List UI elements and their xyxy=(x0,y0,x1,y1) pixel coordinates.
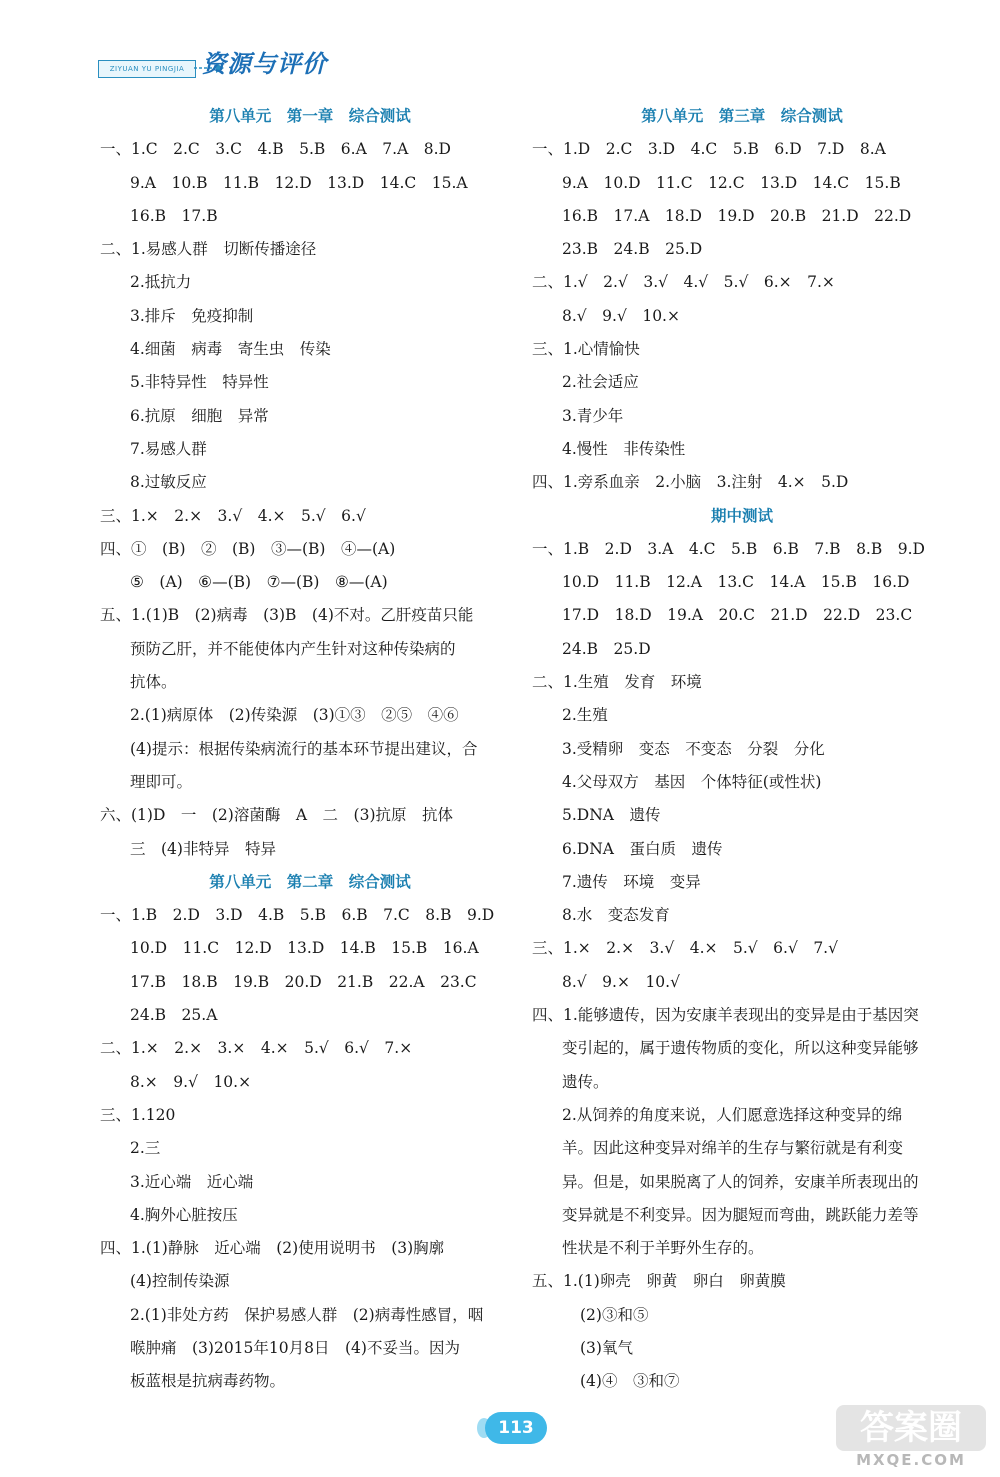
answer-line: 8.过敏反应 xyxy=(130,473,207,492)
answer-line: 4.父母双方 基因 个体特征(或性状) xyxy=(562,772,822,791)
answer-line: 3.受精卵 变态 不变态 分裂 分化 xyxy=(562,739,825,758)
answer-line: 2.三 xyxy=(130,1139,161,1158)
answer-line: 喉肿痛 (3)2015年10月8日 (4)不妥当。因为 xyxy=(130,1338,460,1357)
answer-line: 一、1.B 2.D 3.D 4.B 5.B 6.B 7.C 8.B 9.D xyxy=(100,906,495,925)
answer-line: 板蓝根是抗病毒药物。 xyxy=(130,1372,286,1391)
answer-line: 五、1.(1)卵壳 卵黄 卵白 卵黄膜 xyxy=(532,1272,786,1291)
answer-line: 3.排斥 免疫抑制 xyxy=(130,306,254,325)
answer-line: 5.DNA 遗传 xyxy=(562,806,661,825)
section-heading: 第八单元 第一章 综合测试 xyxy=(209,107,411,125)
answer-line: 10.D 11.B 12.A 13.C 14.A 15.B 16.D xyxy=(562,573,910,592)
answer-line: 9.A 10.D 11.C 12.C 13.D 14.C 15.B xyxy=(562,173,901,192)
answer-line: 6.抗原 细胞 异常 xyxy=(130,406,269,425)
answer-line: 2.从饲养的角度来说，人们愿意选择这种变异的绵 xyxy=(562,1105,903,1124)
answer-line: (4)④ ③和⑦ xyxy=(580,1372,680,1391)
answer-line: 预防乙肝，并不能使体内产生针对这种传染病的 xyxy=(130,639,456,658)
answer-line: 三、1.× 2.× 3.√ 4.× 5.√ 6.√ xyxy=(100,506,366,525)
answer-line: 变异就是不利变异。因为腿短而弯曲，跳跃能力差等 xyxy=(562,1205,919,1224)
answer-line: 3.青少年 xyxy=(562,406,624,425)
watermark-mark xyxy=(836,1405,986,1451)
answer-line: 二、1.× 2.× 3.× 4.× 5.√ 6.√ 7.× xyxy=(100,1039,413,1058)
answer-line: 三、1.× 2.× 3.√ 4.× 5.√ 6.√ 7.√ xyxy=(532,939,838,958)
answer-line: 性状是不利于羊野外生存的。 xyxy=(562,1239,764,1258)
answer-line: 抗体。 xyxy=(130,673,177,692)
answer-line: 二、1.生殖 发育 环境 xyxy=(532,673,702,692)
answer-line: 六、(1)D 一 (2)溶菌酶 A 二 (3)抗原 抗体 xyxy=(100,806,453,825)
answer-line: 2.社会适应 xyxy=(562,373,639,392)
answer-line: (2)③和⑤ xyxy=(580,1305,649,1324)
watermark-logo xyxy=(836,1405,986,1471)
answer-line: ⑤ (A) ⑥—(B) ⑦—(B) ⑧—(A) xyxy=(130,573,388,592)
answer-line: 一、1.B 2.D 3.A 4.C 5.B 6.B 7.B 8.B 9.D xyxy=(532,539,925,558)
section-heading: 第八单元 第二章 综合测试 xyxy=(209,872,411,891)
answer-line: 4.细菌 病毒 寄生虫 传染 xyxy=(130,340,331,359)
answer-line: 2.抵抗力 xyxy=(130,273,192,292)
book-header xyxy=(98,42,348,82)
answer-line: 遗传。 xyxy=(562,1072,609,1091)
answer-line: 三、1.120 xyxy=(100,1105,176,1124)
answer-line: 3.近心端 近心端 xyxy=(130,1172,254,1191)
watermark-text: 答案圈 xyxy=(860,1408,962,1448)
section-heading: 期中测试 xyxy=(710,506,773,525)
answer-line: 6.DNA 蛋白质 遗传 xyxy=(562,839,723,858)
answer-line: 9.A 10.B 11.B 12.D 13.D 14.C 15.A xyxy=(130,173,468,192)
answer-line: 2.生殖 xyxy=(562,706,608,725)
answer-line: 4.胸外心脏按压 xyxy=(130,1205,238,1224)
answer-line: 7.易感人群 xyxy=(130,439,207,458)
answer-line: (4)提示：根据传染病流行的基本环节提出建议，合 xyxy=(130,739,478,758)
answer-line: (3)氧气 xyxy=(580,1338,633,1357)
answer-line: 7.遗传 环境 变异 xyxy=(562,872,701,891)
answer-line: 16.B 17.A 18.D 19.D 20.B 21.D 22.D xyxy=(562,206,912,225)
answer-line: 2.(1)病原体 (2)传染源 (3)①③ ②⑤ ④⑥ xyxy=(130,706,459,725)
header-band: ZIYUAN YU PINGJIA xyxy=(98,60,196,78)
answer-line: 四、① (B) ② (B) ③—(B) ④—(A) xyxy=(100,539,396,558)
answer-line: 异。但是，如果脱离了人的饲养，安康羊所表现出的 xyxy=(562,1172,919,1191)
answer-line: 24.B 25.D xyxy=(562,639,651,658)
answer-line: 理即可。 xyxy=(130,772,193,791)
answer-line: 4.慢性 非传染性 xyxy=(562,439,686,458)
answer-line: (4)控制传染源 xyxy=(130,1272,230,1291)
answer-line: 二、1.√ 2.√ 3.√ 4.√ 5.√ 6.× 7.× xyxy=(532,273,835,292)
answer-line: 10.D 11.C 12.D 13.D 14.B 15.B 16.A xyxy=(130,939,479,958)
answer-line: 24.B 25.A xyxy=(130,1006,218,1025)
answer-line: 17.D 18.D 19.A 20.C 21.D 22.D 23.C xyxy=(562,606,913,625)
watermark-domain: MXQE.COM xyxy=(856,1451,966,1469)
answer-line: 五、1.(1)B (2)病毒 (3)B (4)不对。乙肝疫苗只能 xyxy=(100,606,474,625)
answer-line: 四、1.能够遗传，因为安康羊表现出的变异是由于基因突 xyxy=(532,1006,919,1025)
answer-line: 8.× 9.√ 10.× xyxy=(130,1072,252,1091)
answer-line: 羊。因此这种变异对绵羊的生存与繁衍就是有利变 xyxy=(562,1139,904,1158)
answer-line: 5.非特异性 特异性 xyxy=(130,373,269,392)
left-column xyxy=(100,100,520,1399)
answer-line: 23.B 24.B 25.D xyxy=(562,240,703,259)
answer-line: 2.(1)非处方药 保护易感人群 (2)病毒性感冒，咽 xyxy=(130,1305,484,1324)
answer-line: 8.水 变态发育 xyxy=(562,906,670,925)
answer-line: 四、1.旁系血亲 2.小脑 3.注射 4.× 5.D xyxy=(532,473,849,492)
answer-line: 16.B 17.B xyxy=(130,206,218,225)
answer-line: 一、1.C 2.C 3.C 4.B 5.B 6.A 7.A 8.D xyxy=(100,140,451,159)
answer-line: 三、1.心情愉快 xyxy=(532,340,640,359)
answer-line: 变引起的，属于遗传物质的变化，所以这种变异能够 xyxy=(562,1039,919,1058)
right-column xyxy=(532,100,952,1399)
answer-line: 一、1.D 2.C 3.D 4.C 5.B 6.D 7.D 8.A xyxy=(532,140,886,159)
answer-line: 8.√ 9.√ 10.× xyxy=(562,306,680,325)
answer-line: 17.B 18.B 19.B 20.D 21.B 22.A 23.C xyxy=(130,972,477,991)
section-heading: 第八单元 第三章 综合测试 xyxy=(641,107,843,125)
answer-line: 四、1.(1)静脉 近心端 (2)使用说明书 (3)胸廓 xyxy=(100,1239,445,1258)
book-title: 资源与评价 xyxy=(202,50,327,78)
answer-line: 二、1.易感人群 切断传播途径 xyxy=(100,240,317,259)
answer-line: 8.√ 9.× 10.√ xyxy=(562,972,680,991)
page-number: 113 xyxy=(485,1412,547,1444)
answer-line: 三 (4)非特异 特异 xyxy=(130,839,276,858)
